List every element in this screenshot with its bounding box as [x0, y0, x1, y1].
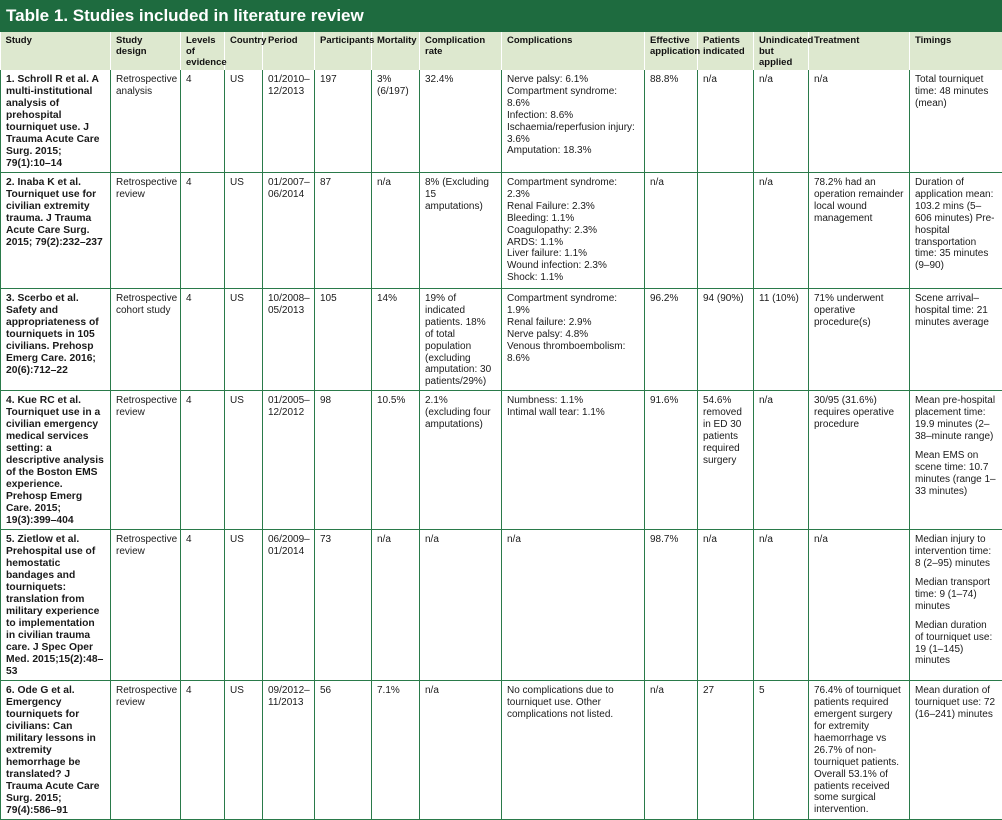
cell-country: US	[225, 289, 263, 391]
timing-entry: Median injury to intervention time: 8 (2–95) minutes	[915, 534, 997, 570]
cell-mortality: 7.1%	[372, 681, 420, 820]
cell-participants: 56	[315, 681, 372, 820]
cell-mortality: 14%	[372, 289, 420, 391]
cell-complications	[502, 681, 645, 820]
column-header: Country	[225, 32, 263, 70]
cell-country: US	[225, 530, 263, 681]
complication-entry: Infection: 8.6%	[507, 110, 639, 122]
cell-complication-rate: 8% (Excluding 15 amputations)	[420, 173, 502, 289]
cell-mortality: n/a	[372, 530, 420, 681]
cell-design: Retrospective review	[111, 391, 181, 530]
studies-table	[0, 32, 1002, 820]
cell-treatment: 30/95 (31.6%) requires operative procedure	[809, 391, 910, 530]
column-header: Complications	[502, 32, 645, 70]
cell-country: US	[225, 70, 263, 173]
table-row	[1, 289, 1002, 391]
column-header: Treatment	[809, 32, 910, 70]
timing-entry: Mean pre-hospital placement time: 19.9 minutes (2–38–minute range)	[915, 395, 997, 443]
cell-study: 1. Schroll R et al. A multi-institutional analysis of prehospital tourniquet use. J Trauma Acute Care Surg. 2015; 79(1):10–14	[1, 70, 111, 173]
complication-entry: Intimal wall tear: 1.1%	[507, 407, 639, 419]
column-header: Effective application	[645, 32, 698, 70]
cell-complication-rate: 2.1% (excluding four amputations)	[420, 391, 502, 530]
timing-entry: Mean EMS on scene time: 10.7 minutes (range 1–33 minutes)	[915, 450, 997, 498]
complication-entry: Renal failure: 2.9%	[507, 317, 639, 329]
cell-level: 4	[181, 530, 225, 681]
cell-study: 3. Scerbo et al. Safety and appropriateness of tourniquets in 105 civilians. Prehosp Emerg Care. 2016; 20(6):712–22	[1, 289, 111, 391]
cell-timings	[910, 391, 1002, 530]
cell-design: Retrospective review	[111, 173, 181, 289]
cell-timings	[910, 70, 1002, 173]
cell-treatment: 71% underwent operative procedure(s)	[809, 289, 910, 391]
cell-design: Retrospective cohort study	[111, 289, 181, 391]
complication-entry: Wound infection: 2.3%	[507, 260, 639, 272]
cell-period: 01/2007–06/2014	[263, 173, 315, 289]
cell-complications	[502, 530, 645, 681]
cell-complications	[502, 391, 645, 530]
cell-complication-rate: n/a	[420, 681, 502, 820]
complication-entry: Amputation: 18.3%	[507, 145, 639, 157]
column-header: Mortality	[372, 32, 420, 70]
complication-entry: Compartment syndrome: 8.6%	[507, 86, 639, 110]
cell-study: 6. Ode G et al. Emergency tourniquets for civilians: Can military lessons in extremity hemorrhage be translated? J Trauma Acute Care Surg. 2015; 79(4):586–91	[1, 681, 111, 820]
cell-design: Retrospective review	[111, 530, 181, 681]
cell-effective: 91.6%	[645, 391, 698, 530]
complication-entry: Compartment syndrome: 2.3%	[507, 177, 639, 201]
cell-mortality: n/a	[372, 173, 420, 289]
table-body	[1, 70, 1002, 820]
timing-entry: Duration of application mean: 103.2 mins (5–606 minutes) Pre-hospital transportation time: 35 minutes (9–90)	[915, 177, 997, 272]
cell-effective: 88.8%	[645, 70, 698, 173]
cell-unindicated: 11 (10%)	[754, 289, 809, 391]
complication-entry: Shock: 1.1%	[507, 272, 639, 284]
cell-indicated: 94 (90%)	[698, 289, 754, 391]
cell-unindicated: n/a	[754, 530, 809, 681]
cell-effective: n/a	[645, 681, 698, 820]
complication-entry: Nerve palsy: 4.8%	[507, 329, 639, 341]
cell-period: 01/2010–12/2013	[263, 70, 315, 173]
cell-timings	[910, 681, 1002, 820]
table-row	[1, 681, 1002, 820]
complication-entry: ARDS: 1.1%	[507, 237, 639, 249]
cell-study: 4. Kue RC et al. Tourniquet use in a civilian emergency medical services setting: a descriptive analysis of the Boston EMS experience. Prehosp Emerg Care. 2015; 19(3):399–404	[1, 391, 111, 530]
cell-unindicated: n/a	[754, 70, 809, 173]
cell-indicated: n/a	[698, 530, 754, 681]
cell-period: 01/2005–12/2012	[263, 391, 315, 530]
cell-level: 4	[181, 391, 225, 530]
cell-participants: 105	[315, 289, 372, 391]
cell-treatment: n/a	[809, 70, 910, 173]
column-header: Unindicated but applied	[754, 32, 809, 70]
cell-effective: 98.7%	[645, 530, 698, 681]
complication-entry: Compartment syndrome: 1.9%	[507, 293, 639, 317]
complication-entry: Ischaemia/reperfusion injury: 3.6%	[507, 122, 639, 146]
timing-entry: Median transport time: 9 (1–74) minutes	[915, 577, 997, 613]
table-row	[1, 530, 1002, 681]
cell-effective: 96.2%	[645, 289, 698, 391]
timing-entry: Total tourniquet time: 48 minutes (mean)	[915, 74, 997, 110]
cell-participants: 98	[315, 391, 372, 530]
cell-period: 10/2008–05/2013	[263, 289, 315, 391]
cell-treatment: 78.2% had an operation remainder local wound management	[809, 173, 910, 289]
cell-effective: n/a	[645, 173, 698, 289]
cell-indicated: n/a	[698, 70, 754, 173]
cell-participants: 197	[315, 70, 372, 173]
cell-unindicated: 5	[754, 681, 809, 820]
cell-timings	[910, 530, 1002, 681]
cell-level: 4	[181, 173, 225, 289]
table-row	[1, 70, 1002, 173]
complication-entry: n/a	[507, 534, 639, 546]
cell-treatment: 76.4% of tourniquet patients required emergent surgery for extremity haemorrhage vs 26.7% of non-tourniquet patients. Overall 53.1% of patients received some surgical intervention.	[809, 681, 910, 820]
timing-entry: Mean duration of tourniquet use: 72 (16–241) minutes	[915, 685, 997, 721]
table-title: Table 1. Studies included in literature review	[0, 0, 1002, 32]
cell-complication-rate: 19% of indicated patients. 18% of total population (excluding amputation: 30 patients/29%)	[420, 289, 502, 391]
cell-design: Retrospective analysis	[111, 70, 181, 173]
cell-participants: 73	[315, 530, 372, 681]
cell-unindicated: n/a	[754, 173, 809, 289]
column-header: Complication rate	[420, 32, 502, 70]
cell-level: 4	[181, 70, 225, 173]
cell-mortality: 3% (6/197)	[372, 70, 420, 173]
column-header: Study design	[111, 32, 181, 70]
complication-entry: Nerve palsy: 6.1%	[507, 74, 639, 86]
column-header: Patients indicated	[698, 32, 754, 70]
complication-entry: Renal Failure: 2.3%	[507, 201, 639, 213]
complication-entry: Bleeding: 1.1%	[507, 213, 639, 225]
column-header: Study	[1, 32, 111, 70]
complication-entry: Venous thromboembolism: 8.6%	[507, 341, 639, 365]
column-header: Timings	[910, 32, 1002, 70]
cell-period: 09/2012–11/2013	[263, 681, 315, 820]
cell-level: 4	[181, 289, 225, 391]
cell-timings	[910, 289, 1002, 391]
timing-entry: Median duration of tourniquet use: 19 (1–145) minutes	[915, 620, 997, 668]
cell-complications	[502, 289, 645, 391]
cell-period: 06/2009–01/2014	[263, 530, 315, 681]
cell-design: Retrospective review	[111, 681, 181, 820]
cell-indicated	[698, 173, 754, 289]
cell-study: 5. Zietlow et al. Prehospital use of hemostatic bandages and tourniquets: translation from military experience to implementation in civilian trauma care. J Spec Oper Med. 2015;15(2):48–53	[1, 530, 111, 681]
complication-entry: Liver failure: 1.1%	[507, 248, 639, 260]
cell-complications	[502, 173, 645, 289]
cell-country: US	[225, 173, 263, 289]
complication-entry: No complications due to tourniquet use. Other complications not listed.	[507, 685, 639, 721]
cell-timings	[910, 173, 1002, 289]
cell-complication-rate: 32.4%	[420, 70, 502, 173]
cell-level: 4	[181, 681, 225, 820]
complication-entry: Numbness: 1.1%	[507, 395, 639, 407]
column-header: Participants	[315, 32, 372, 70]
cell-complication-rate: n/a	[420, 530, 502, 681]
cell-mortality: 10.5%	[372, 391, 420, 530]
cell-study: 2. Inaba K et al. Tourniquet use for civilian extremity trauma. J Trauma Acute Care Surg. 2015; 79(2):232–237	[1, 173, 111, 289]
cell-participants: 87	[315, 173, 372, 289]
timing-entry: Scene arrival–hospital time: 21 minutes average	[915, 293, 997, 329]
table-row	[1, 173, 1002, 289]
complication-entry: Coagulopathy: 2.3%	[507, 225, 639, 237]
cell-country: US	[225, 391, 263, 530]
cell-treatment: n/a	[809, 530, 910, 681]
table-row	[1, 391, 1002, 530]
column-header: Period	[263, 32, 315, 70]
table-header	[1, 32, 1002, 70]
cell-complications	[502, 70, 645, 173]
cell-indicated: 54.6% removed in ED 30 patients required surgery	[698, 391, 754, 530]
cell-country: US	[225, 681, 263, 820]
column-header: Levels of evidence	[181, 32, 225, 70]
cell-indicated: 27	[698, 681, 754, 820]
cell-unindicated: n/a	[754, 391, 809, 530]
